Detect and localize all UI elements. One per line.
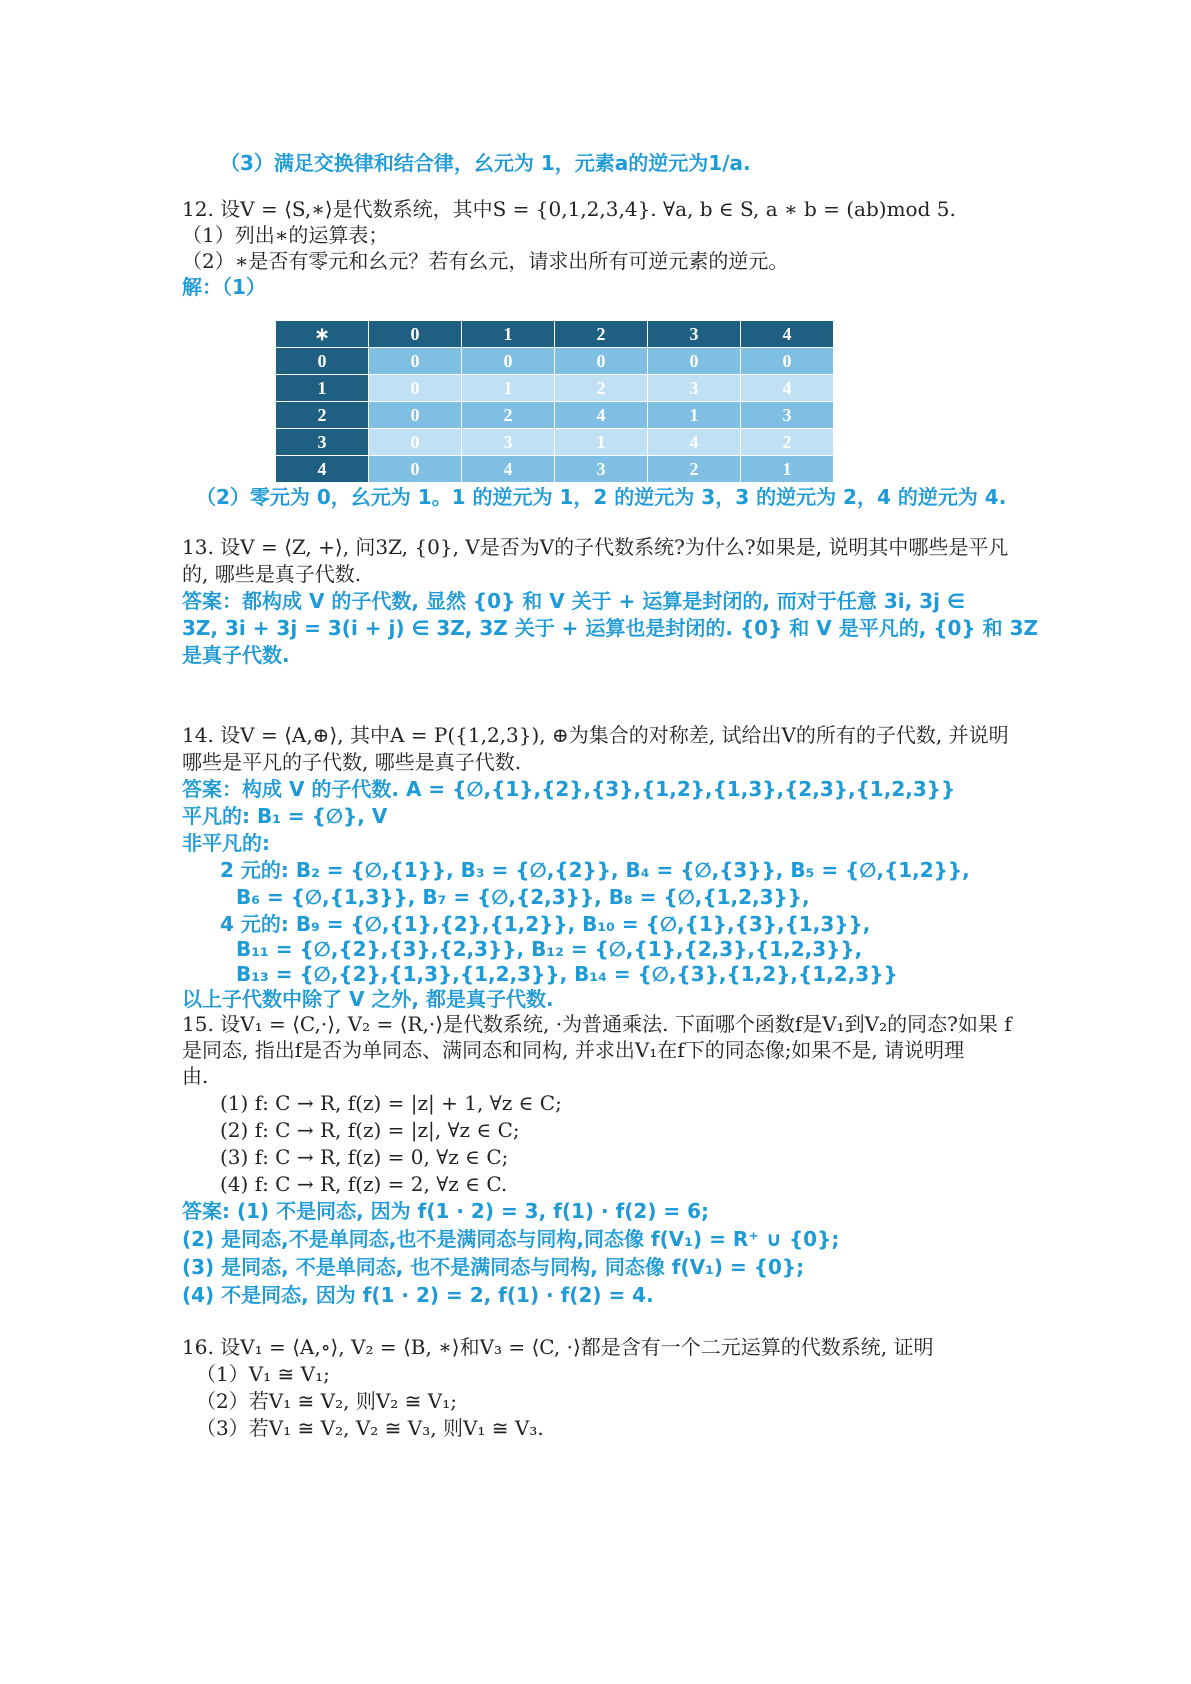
table-row xyxy=(276,348,834,375)
question-14-line2: 哪些是平凡的子代数, 哪些是真子代数. xyxy=(182,750,522,774)
question-13-line1: 13. 设V = ⟨Z, +⟩, 问3Z, {0}, V是否为V的子代数系统?为什么?如果是, 说明其中哪些是平凡 xyxy=(182,535,1009,559)
question-16-part1: （1）V₁ ≅ V₁; xyxy=(196,1362,330,1386)
table-header-row xyxy=(276,321,834,348)
question-16-part2: （2）若V₁ ≅ V₂, 则V₂ ≅ V₁; xyxy=(196,1389,457,1413)
question-16: 16. 设V₁ = ⟨A,∘⟩, V₂ = ⟨B, ∗⟩和V₃ = ⟨C, ·⟩都是含有一个二元运算的代数系统, 证明 xyxy=(182,1335,934,1359)
answer-q14-four-element-3: B₁₃ = {∅,{2},{1,3},{1,2,3}}, B₁₄ = {∅,{3},{1,2},{1,2,3}} xyxy=(236,962,898,986)
answer-q15-item3: (3) 是同态, 不是单同态, 也不是满同态与同构, 同态像 f(V₁) = {0}; xyxy=(182,1255,805,1279)
table-cell: 4 xyxy=(741,375,834,402)
table-cell: 0 xyxy=(555,348,648,375)
table-col-header: 4 xyxy=(741,321,834,348)
answer-q14-four-element-2: B₁₁ = {∅,{2},{3},{2,3}}, B₁₂ = {∅,{1},{2,3},{1,2,3}}, xyxy=(236,937,863,961)
question-15-line1: 15. 设V₁ = ⟨C,·⟩, V₂ = ⟨R,·⟩是代数系统, ·为普通乘法. 下面哪个函数f是V₁到V₂的同态?如果 f xyxy=(182,1012,1012,1036)
table-cell: 1 xyxy=(555,429,648,456)
answer-q12-part2: （2）零元为 0，幺元为 1。1 的逆元为 1，2 的逆元为 3，3 的逆元为 2，4 的逆元为 4. xyxy=(196,485,1007,509)
table-cell: 0 xyxy=(369,456,462,483)
table-row-header: 3 xyxy=(276,429,369,456)
table-cell: 2 xyxy=(462,402,555,429)
table-row-header: 1 xyxy=(276,375,369,402)
table-cell: 4 xyxy=(648,429,741,456)
table-cell: 1 xyxy=(741,456,834,483)
table-row-header: 2 xyxy=(276,402,369,429)
question-16-part3: （3）若V₁ ≅ V₂, V₂ ≅ V₃, 则V₁ ≅ V₃. xyxy=(196,1416,544,1440)
table-col-header: 1 xyxy=(462,321,555,348)
answer-q14-trivial: 平凡的: B₁ = {∅}, V xyxy=(182,804,388,828)
answer-q14-conclusion: 以上子代数中除了 V 之外, 都是真子代数. xyxy=(182,987,554,1011)
answer-q13-line1: 答案：都构成 V 的子代数, 显然 {0} 和 V 关于 + 运算是封闭的, 而对于任意 3i, 3j ∈ xyxy=(182,589,965,613)
table-cell: 1 xyxy=(462,375,555,402)
table-cell: 4 xyxy=(462,456,555,483)
answer-q15-item1: 答案: (1) 不是同态, 因为 f(1 · 2) = 3, f(1) · f(2) = 6; xyxy=(182,1199,710,1223)
table-col-header: 3 xyxy=(648,321,741,348)
question-12-part2: （2）∗是否有零元和幺元？若有幺元，请求出所有可逆元素的逆元。 xyxy=(182,249,789,273)
table-cell: 0 xyxy=(369,348,462,375)
table-cell: 0 xyxy=(462,348,555,375)
table-row xyxy=(276,456,834,483)
question-13-line2: 的, 哪些是真子代数. xyxy=(182,562,362,586)
table-row-header: 0 xyxy=(276,348,369,375)
answer-q14-two-element-2: B₆ = {∅,{1,3}}, B₇ = {∅,{2,3}}, B₈ = {∅,{1,2,3}}, xyxy=(236,885,810,909)
table-cell: 3 xyxy=(555,456,648,483)
table-col-header: 0 xyxy=(369,321,462,348)
answer-q15-item4: (4) 不是同态, 因为 f(1 · 2) = 2, f(1) · f(2) = 4. xyxy=(182,1283,654,1307)
table-row xyxy=(276,402,834,429)
table-row-header: 4 xyxy=(276,456,369,483)
table-cell: 0 xyxy=(741,348,834,375)
question-15-item2: (2) f: C → R, f(z) = |z|, ∀z ∈ C; xyxy=(220,1118,520,1142)
solution-label: 解：（1） xyxy=(182,275,266,299)
question-15-line3: 由. xyxy=(182,1064,209,1088)
answer-q13-line2: 3Z, 3i + 3j = 3(i + j) ∈ 3Z, 3Z 关于 + 运算也是封闭的. {0} 和 V 是平凡的, {0} 和 3Z xyxy=(182,616,1038,640)
table-cell: 2 xyxy=(741,429,834,456)
answer-q15-item2: (2) 是同态,不是单同态,也不是满同态与同构,同态像 f(V₁) = R⁺ ∪ {0}; xyxy=(182,1227,840,1251)
answer-q14-two-element-1: 2 元的: B₂ = {∅,{1}}, B₃ = {∅,{2}}, B₄ = {∅,{3}}, B₅ = {∅,{1,2}}, xyxy=(220,858,970,882)
table-cell: 0 xyxy=(369,375,462,402)
table-cell: 0 xyxy=(369,402,462,429)
table-cell: 3 xyxy=(462,429,555,456)
table-row xyxy=(276,375,834,402)
question-12-part1: （1）列出∗的运算表； xyxy=(182,223,389,247)
answer-q14-four-element-1: 4 元的: B₉ = {∅,{1},{2},{1,2}}, B₁₀ = {∅,{1},{3},{1,3}}, xyxy=(220,912,871,936)
operation-table xyxy=(275,320,834,483)
table-cell: 1 xyxy=(648,402,741,429)
answer-q13-line3: 是真子代数. xyxy=(182,643,290,667)
question-14-line1: 14. 设V = ⟨A,⊕⟩, 其中A = P({1,2,3}), ⊕为集合的对称差, 试给出V的所有的子代数, 并说明 xyxy=(182,723,1009,747)
answer-q11-3: （3）满足交换律和结合律，幺元为 1，元素a的逆元为1/a. xyxy=(220,151,751,175)
table-cell: 3 xyxy=(648,375,741,402)
question-12: 12. 设V = ⟨S,∗⟩是代数系统，其中S = {0,1,2,3,4}. ∀a, b ∈ S, a ∗ b = (ab)mod 5. xyxy=(182,197,956,221)
table-cell: 2 xyxy=(648,456,741,483)
table-corner: ∗ xyxy=(276,321,369,348)
question-15-item3: (3) f: C → R, f(z) = 0, ∀z ∈ C; xyxy=(220,1145,509,1169)
table-cell: 2 xyxy=(555,375,648,402)
table-col-header: 2 xyxy=(555,321,648,348)
table-cell: 0 xyxy=(648,348,741,375)
answer-q14-line1: 答案：构成 V 的子代数. A = {∅,{1},{2},{3},{1,2},{1,3},{2,3},{1,2,3}} xyxy=(182,777,956,801)
question-15-line2: 是同态, 指出f是否为单同态、满同态和同构, 并求出V₁在f下的同态像;如果不是, 请说明理 xyxy=(182,1038,965,1062)
question-15-item4: (4) f: C → R, f(z) = 2, ∀z ∈ C. xyxy=(220,1172,508,1196)
table-cell: 0 xyxy=(369,429,462,456)
table-row xyxy=(276,429,834,456)
table-cell: 4 xyxy=(555,402,648,429)
table-cell: 3 xyxy=(741,402,834,429)
question-15-item1: (1) f: C → R, f(z) = |z| + 1, ∀z ∈ C; xyxy=(220,1091,562,1115)
answer-q14-nontrivial-label: 非平凡的: xyxy=(182,831,270,855)
